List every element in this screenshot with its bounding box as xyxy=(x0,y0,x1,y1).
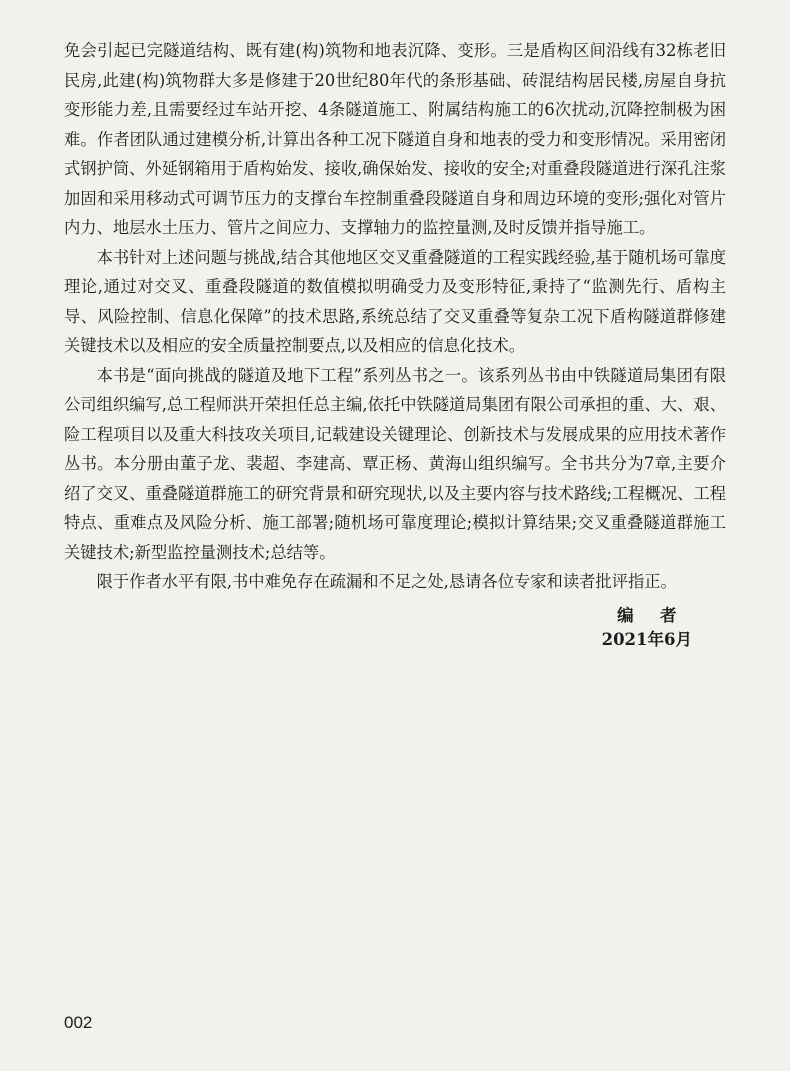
page-number: 002 xyxy=(64,1013,93,1032)
paragraph-book-approach: 本书针对上述问题与挑战,结合其他地区交叉重叠隧道的工程实践经验,基于随机场可靠度理论,通过对交叉、重叠段隧道的数值模拟明确受力及变形特征,秉持了“监测先行、盾构主导、风险控制、信息化保障”的技术思路,系统总结了交叉重叠等复杂工况下盾构隧道群修建关键技术以及相应的安全质量控制要点,以及相应的信息化技术。 xyxy=(64,247,726,355)
preface-body xyxy=(64,36,726,597)
signature-author: 编者 xyxy=(617,606,703,625)
signature-block xyxy=(601,604,703,652)
paragraph-continued: 免会引起已完隧道结构、既有建(构)筑物和地表沉降、变形。三是盾构区间沿线有32栋老旧民房,此建(构)筑物群大多是修建于20世纪80年代的条形基础、砖混结构居民楼,房屋自身抗变形能力差,且需要经过车站开挖、4条隧道施工、附属结构施工的6次扰动,沉降控制极为困难。作者团队通过建模分析,计算出各种工况下隧道自身和地表的受力和变形情况。采用密闭式钢护筒、外延钢箱用于盾构始发、接收,确保始发、接收的安全;对重叠段隧道进行深孔注浆加固和采用移动式可调节压力的支撑台车控制重叠段隧道自身和周边环境的变形;强化对管片内力、地层水土压力、管片之间应力、支撑轴力的监控量测,及时反馈并指导施工。 xyxy=(64,41,726,237)
paragraph-series-intro: 本书是“面向挑战的隧道及地下工程”系列丛书之一。该系列丛书由中铁隧道局集团有限公司组织编写,总工程师洪开荣担任总主编,依托中铁隧道局集团有限公司承担的重、大、艰、险工程项目以及重大科技攻关项目,记载建设关键理论、创新技术与发展成果的应用技术著作丛书。本分册由董子龙、裴超、李建高、覃正杨、黄海山组织编写。全书共分为7章,主要介绍了交叉、重叠隧道群施工的研究背景和研究现状,以及主要内容与技术路线;工程概况、工程特点、重难点及风险分析、施工部署;随机场可靠度理论;模拟计算结果;交叉重叠隧道群施工关键技术;新型监控量测技术;总结等。 xyxy=(64,365,726,562)
paragraph-acknowledgement: 限于作者水平有限,书中难免存在疏漏和不足之处,恳请各位专家和读者批评指正。 xyxy=(96,572,677,591)
signature-date: 2021年6月 xyxy=(601,630,692,649)
